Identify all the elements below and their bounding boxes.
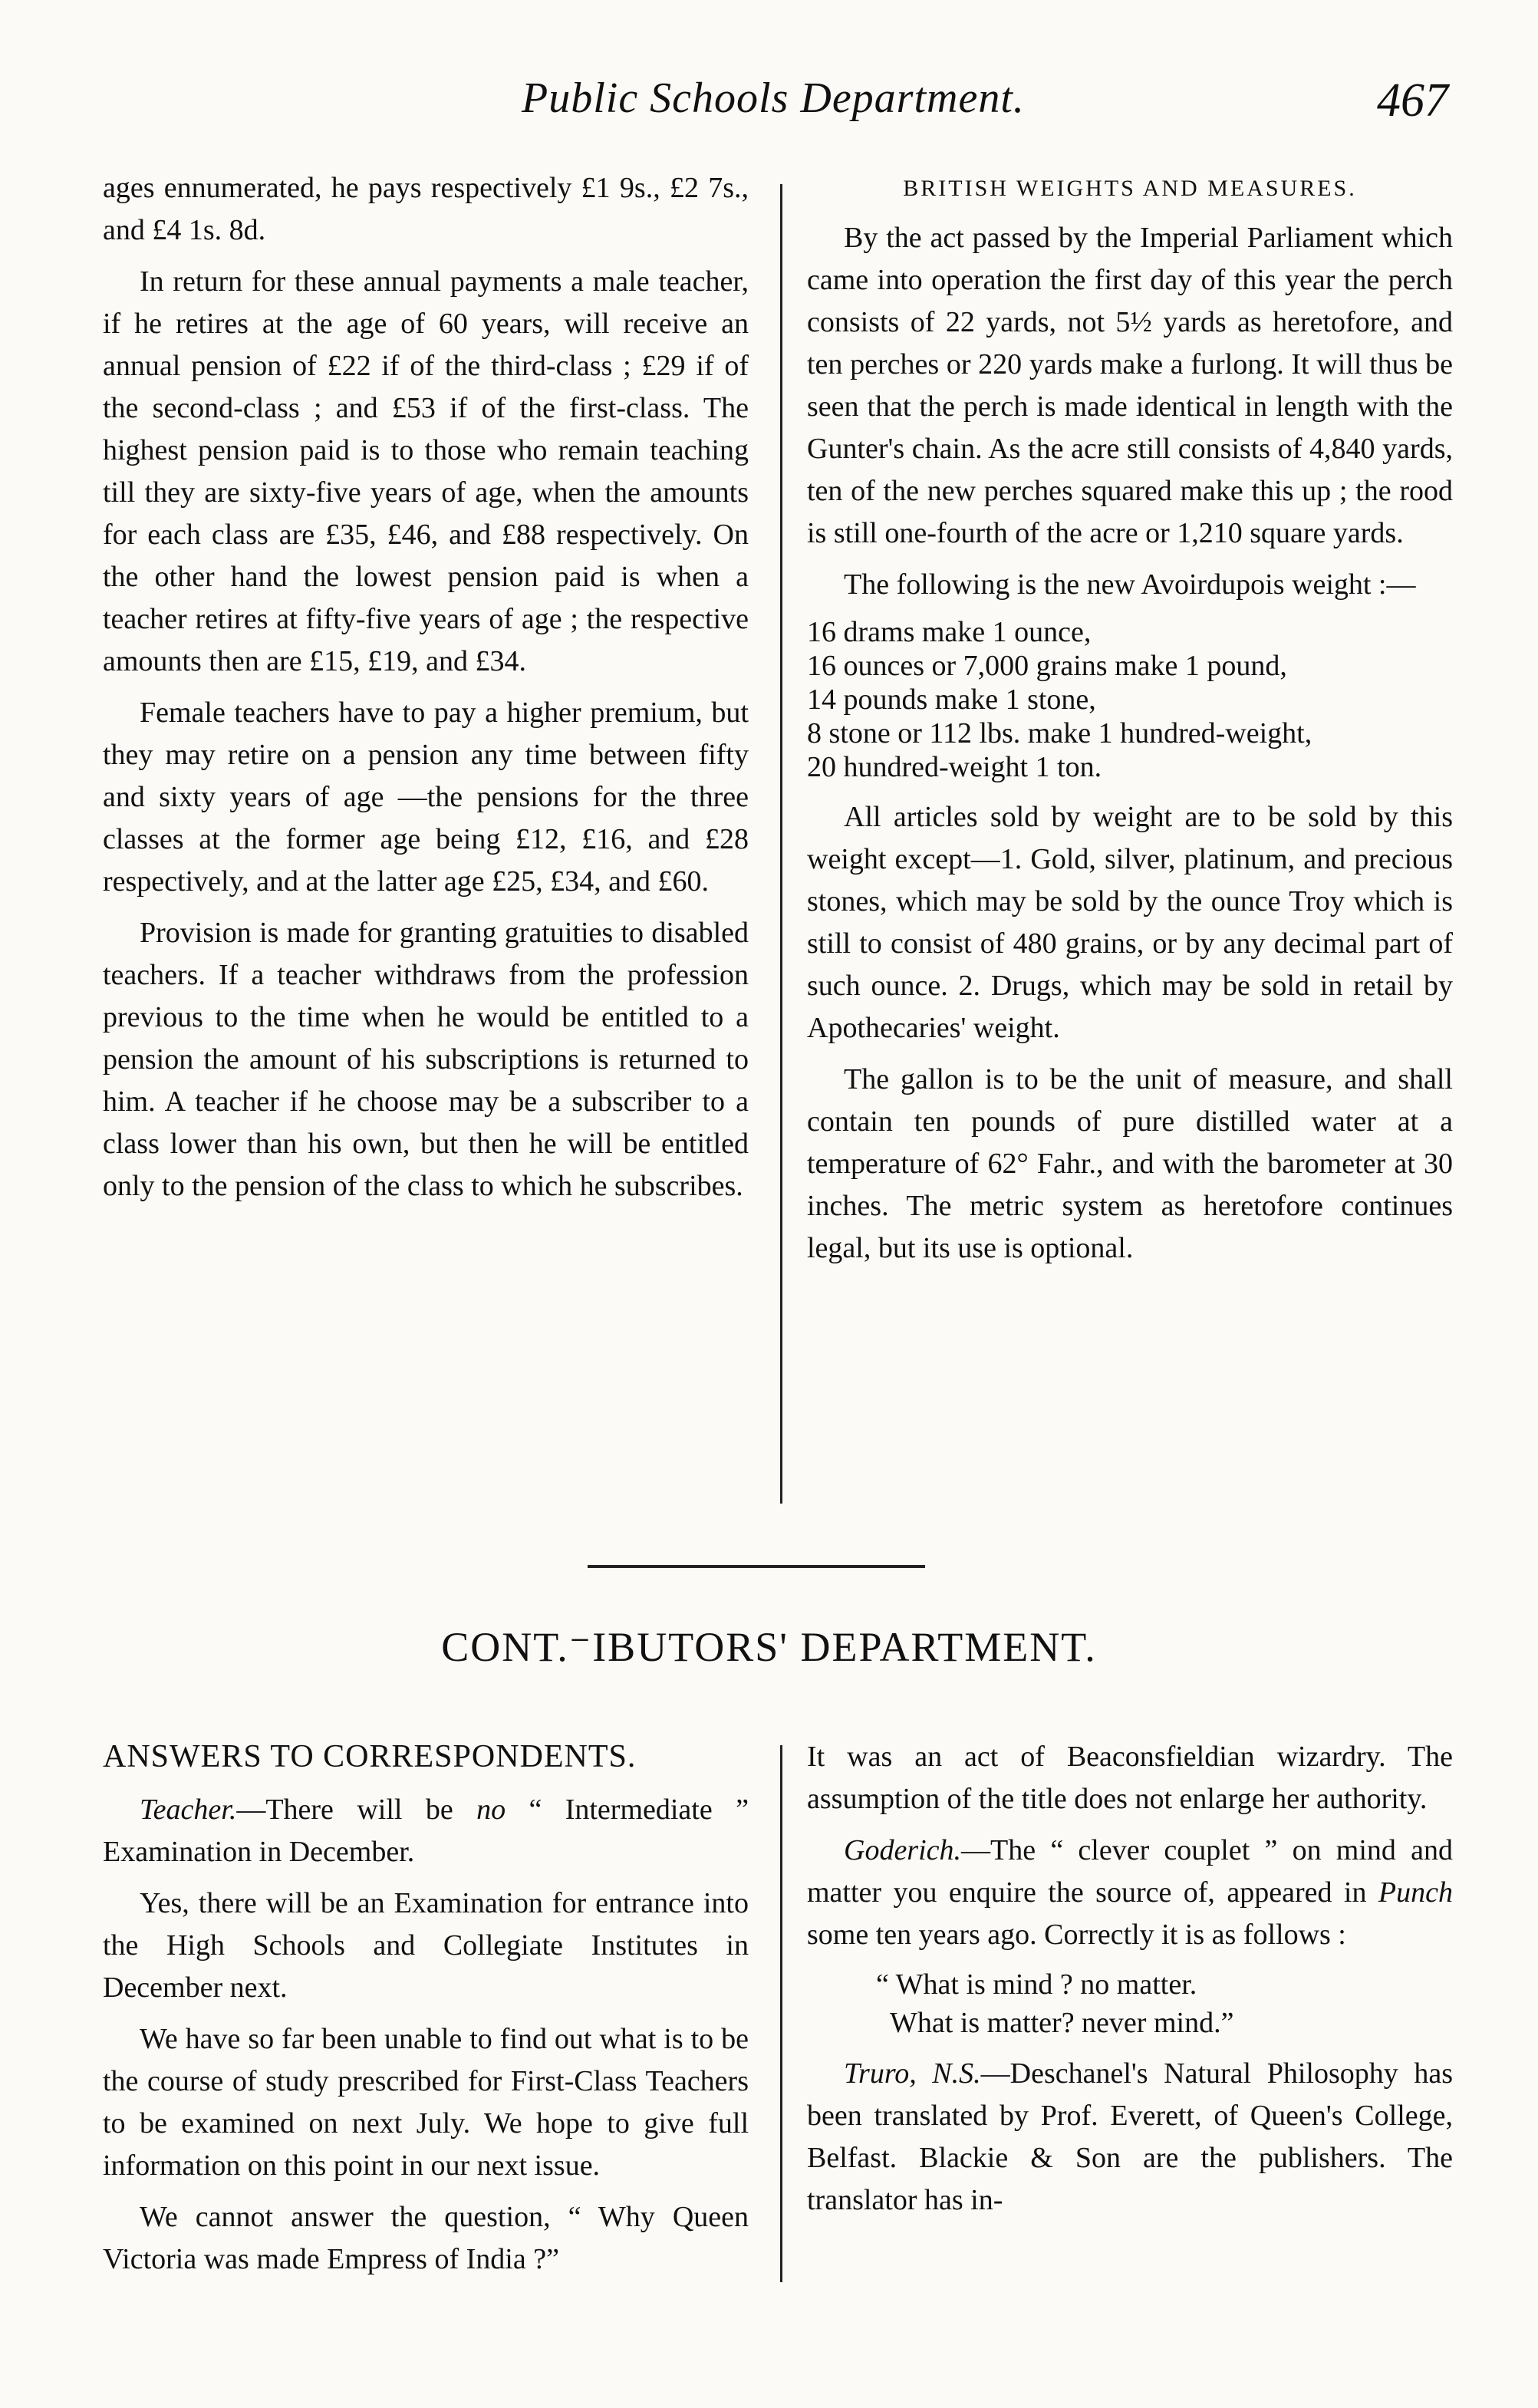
running-head-title: Public Schools Department. bbox=[522, 74, 1025, 122]
weights-line: 20 hundred-weight 1 ton. bbox=[807, 751, 1102, 783]
weights-table bbox=[807, 615, 1453, 784]
emphasis: Punch bbox=[1378, 1876, 1453, 1909]
weights-line: 16 drams make 1 ounce, bbox=[807, 616, 1092, 648]
page-number: 467 bbox=[1377, 74, 1448, 127]
text-run: —The “ clever couplet ” on mind and matter you enquire the source of, appeared in bbox=[807, 1834, 1453, 1909]
text-run: some ten years ago. Correctly it is as follows : bbox=[807, 1919, 1346, 1951]
text-run: —There will be bbox=[236, 1794, 477, 1826]
paragraph: We have so far been unable to find out what is to be the course of study prescribed for First-Class Teachers to be examined on next July. We hope to give full information on this point in our next issue. bbox=[103, 2023, 749, 2182]
paragraph: By the act passed by the Imperial Parliament which came into operation the first day of this year the perch consists of 22 yards, not 5½ yards as heretofore, and ten perches or 220 yards make a furlong. It will thus be seen that the perch is made identical in length with the Gunter's chain. As the acre still consists of 4,840 yards, ten of the new perches squared make this up ; the rood is still one-fourth of the acre or 1,210 square yards. bbox=[807, 222, 1453, 549]
paragraph bbox=[103, 1789, 749, 1873]
paragraph: The gallon is to be the unit of measure, and shall contain ten pounds of pure distilled water at a temperature of 62° Fahr., and with the barometer at 30 inches. The metric system as heretofore continues legal, but its use is optional. bbox=[807, 1063, 1453, 1264]
weights-line: 14 pounds make 1 stone, bbox=[807, 684, 1096, 716]
couplet-quote bbox=[807, 1965, 1453, 2042]
paragraph: ages ennumerated, he pays respectively £1 9s., £2 7s., and £4 1s. 8d. bbox=[103, 172, 749, 246]
paragraph: It was an act of Beaconsfieldian wizardry. The assumption of the title does not enlarge her authority. bbox=[807, 1741, 1453, 1815]
paragraph: In return for these annual payments a male teacher, if he retires at the age of 60 years, will receive an annual pension of £22 if of the third-class ; £29 if of the second-class ; and £53 if of the first-class. The highest pension paid is to those who remain teaching till they are sixty-five years of age, when the amounts for each class are £35, £46, and £88 respectively. On the other hand the lowest pension paid is when a teacher retires at fifty-five years of age ; the respective amounts then are £15, £19, and £34. bbox=[103, 265, 749, 677]
paragraph: Yes, there will be an Examination for entrance into the High Schools and Collegiate Institutes in December next. bbox=[103, 1887, 749, 2004]
department-heading: CONT.⁻IBUTORS' DEPARTMENT. bbox=[441, 1624, 1097, 1670]
paragraph: All articles sold by weight are to be sold by this weight except—1. Gold, silver, platinum, and precious stones, which may be sold by the ounce Troy which is still to consist of 480 grains, or by any decimal part of such ounce. 2. Drugs, which may be sold in retail by Apothecaries' weight. bbox=[807, 801, 1453, 1044]
paragraph: We cannot answer the question, “ Why Queen Victoria was made Empress of India ?” bbox=[103, 2201, 749, 2275]
quote-line: “ What is mind ? no matter. bbox=[876, 1968, 1197, 2001]
section-divider bbox=[588, 1565, 925, 1568]
paragraph: The following is the new Avoirdupois weight :— bbox=[844, 568, 1416, 601]
left-column-bottom bbox=[103, 1736, 749, 2290]
running-head bbox=[0, 74, 1538, 135]
left-column-top bbox=[103, 167, 749, 1217]
quote-line: What is matter? never mind.” bbox=[890, 2007, 1234, 2039]
text-run: —Deschanel's Natural Philosophy has been translated by Prof. Everett, of Queen's College, Belfast. Blackie & Son are the publishers. The translator has in- bbox=[807, 2057, 1453, 2216]
section-heading-answers: ANSWERS TO CORRESPONDENTS. bbox=[103, 1739, 637, 1774]
right-column-top bbox=[807, 167, 1453, 1279]
emphasis: no bbox=[476, 1794, 506, 1826]
paragraph: Provision is made for granting gratuities to disabled teachers. If a teacher withdraws from the profession previous to the time when he would be entitled to a pension the amount of his subscriptions is returned to him. A teacher if he choose may be a subscriber to a class lower than his own, but then he will be entitled only to the pension of the class to which he subscribes. bbox=[103, 917, 749, 1202]
weights-line: 8 stone or 112 lbs. make 1 hundred-weight, bbox=[807, 717, 1312, 749]
right-column-bottom bbox=[807, 1736, 1453, 2231]
correspondent-name: Goderich. bbox=[844, 1834, 962, 1866]
section-heading-weights: BRITISH WEIGHTS AND MEASURES. bbox=[903, 176, 1357, 201]
paragraph bbox=[807, 1830, 1453, 1956]
correspondent-name: Truro, N.S. bbox=[844, 2057, 981, 2090]
column-divider bbox=[780, 184, 782, 1504]
correspondent-name: Teacher. bbox=[140, 1794, 237, 1826]
paragraph bbox=[807, 2053, 1453, 2222]
column-divider bbox=[780, 1745, 782, 2282]
text-run: “ Intermediate ” Examination in December. bbox=[103, 1794, 749, 1868]
paragraph: Female teachers have to pay a higher premium, but they may retire on a pension any time between fifty and sixty years of age —the pensions for the three classes at the former age being £12, £16, and £28 respectively, and at the latter age £25, £34, and £60. bbox=[103, 697, 749, 898]
weights-line: 16 ounces or 7,000 grains make 1 pound, bbox=[807, 650, 1287, 682]
